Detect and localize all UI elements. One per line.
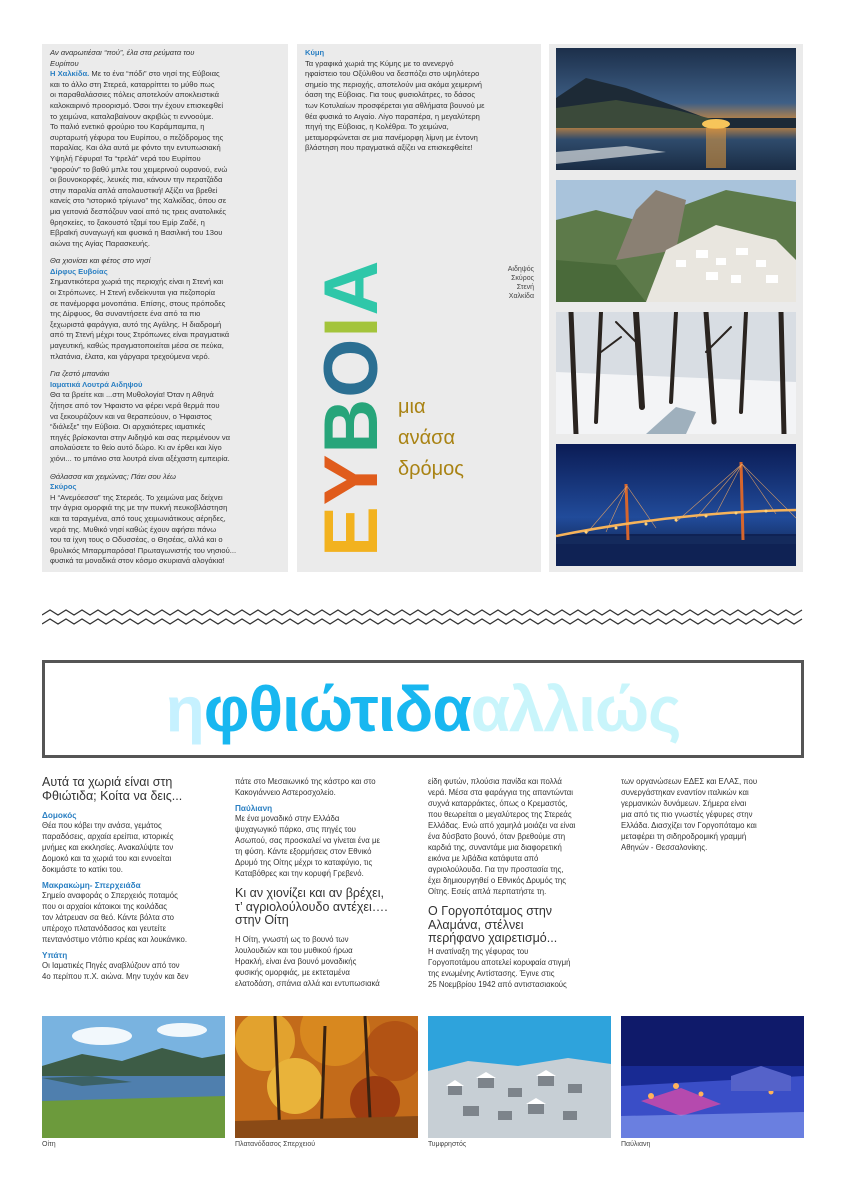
col3-heading: Αλαμάνα, στέλνει [428, 917, 524, 932]
text-line: του τα ίχνη τους ο Οδυσσέας, ο Θησέας, αλλά και ο [50, 535, 223, 545]
subtitle-line: ανάσα [398, 427, 456, 449]
title-letter-e: Ε [309, 505, 394, 557]
text-line: Ελλάδας. Ενώ από χαμηλά μοιάζει να είναι [428, 821, 576, 830]
title-letter-y: Υ [309, 453, 394, 506]
text-line: Κακογιάννειο Αστεροσχολείο. [235, 788, 336, 797]
title-letter-i: Ι [309, 315, 394, 338]
photo-pavliani [621, 1016, 804, 1138]
zigzag-line [42, 619, 802, 624]
text-line: οι βουνοκορφές, λευκές πια, κάνουν την περατζάδα [50, 175, 223, 185]
text-line: Υψηλή Γέφυρα! Τα “τρελά” νερά του Ευρίπου [50, 153, 201, 163]
dirfys-name: Δίρφυς Ευβοίας [50, 266, 108, 276]
text-line: Γοργοποτάμου αποτελεί κορυφαία στιγμή [428, 957, 571, 967]
text-line: αιώνα της Αγίας Παρασκευής. [50, 238, 151, 248]
text-line: κανείς στο “ιστορικό τρίγωνο” της Χαλκίδας, όπου σε [50, 196, 227, 206]
text-line: συχνά καταρράκτες, όπως ο Κρεμαστός, [428, 799, 568, 808]
text-line: ηφαίστειο του Οξύλιθου να δεσπόζει στο υψηλότερο [305, 69, 480, 79]
text-line: συνεργάστηκαν εναντίον ιταλικών και [621, 788, 749, 797]
text-line: Οίτης. Εσείς απλά περπατήστε τη. [428, 887, 547, 896]
text-line: των οργανώσεων ΕΔΕΣ και ΕΛΑΣ, που [621, 777, 758, 786]
chalkida-name: Η Χαλκίδα. [50, 69, 90, 79]
text-line: Η “Ανεμόεσσα” της Στερεάς. Το χειμώνα μας δείχνει [50, 492, 223, 502]
text-line: να ξεκουράζουν και να θεραπεύουν, ο Ήφαιστος [50, 411, 212, 421]
photo-skyros-village [556, 180, 796, 302]
text-line: Ελλάδα. Διασχίζει τον Γοργοπόταμο και [621, 821, 757, 830]
bath-title: Για ζεστό μπανάκι [50, 369, 110, 379]
text-line: 25 Νοεμβρίου 1942 από αντιστασιακούς [428, 979, 567, 989]
col1-heading: Φθιώτιδα; Κοίτα να δεις... [42, 788, 183, 803]
text-line: Εβραϊκή συναγωγή και φυσικά η Βασιλική του 13ου [50, 228, 223, 238]
text-line: μαγευτική, καθώς πραγματοποιείται μέσα σε πεύκα, [50, 341, 224, 351]
text-line: στην παραλία απλά απολαυστική! Αξίζει να βρεθεί [50, 185, 218, 195]
banner-fthiotida: φθιώτιδα [203, 673, 471, 745]
place-list [478, 265, 534, 301]
text-line: που οι αρχαίοι κάτοικοι της κοιλάδας [42, 902, 168, 911]
kymi-text [305, 48, 539, 154]
text-line: αγριολούλουδα. Για την προστασία της, [428, 865, 564, 874]
text-line: την άγρια ομορφιά της με την πυκνή πευκοβλάστηση [50, 503, 228, 513]
text-line: πηγές βρίσκονται στην Αιδηψό και σας περιμένουν να [50, 432, 231, 442]
text-line: ένα δύσβατο βουνό, όταν βρεθούμε στη [428, 832, 566, 841]
text-line: μια γειτονιά δεσπόζουν ναοί από τις τρεις ανατολικές [50, 206, 227, 216]
subtitle-line: μια [398, 396, 426, 418]
euboia-title-svg [305, 205, 395, 560]
text-line: μια από τις πιο γνωστές γέφυρες στην [621, 810, 753, 819]
text-line: φυσικά τα μοναδικά στον κόσμο σκυριανά αλογάκια! [50, 556, 225, 566]
text-line: Ασωπού, σας προσκαλεί να γίνεται ένα με [235, 836, 380, 845]
text-line: Οι Ιαματικές Πηγές αναβλύζουν από τον [42, 961, 180, 970]
euboia-left-text [50, 48, 286, 567]
fthiotida-col-2 [235, 776, 420, 989]
text-line: καλοκαιρινό προορισμό. Όσοι την έχουν επισκεφθεί [50, 100, 224, 110]
svg-text:ΕΥΒΟΙΑ [309, 260, 394, 557]
photo-chalkida-bridge [556, 444, 796, 566]
caption-tymfristos: Τυμφρηστός [428, 1141, 467, 1148]
text-line: Σημείο αναφοράς ο Σπερχειός ποταμός [42, 891, 178, 900]
col1-heading: Αυτά τα χωριά είναι στη [42, 775, 173, 789]
text-line: πηγή της Εύβοιας, η Κολέθρα. Το χειμώνα, [305, 122, 449, 132]
text-line: Δρυμό της Οίτης μέχρι το καταφύγιο, τις [235, 858, 373, 867]
col2-heading: τ’ αγριολούλουδο αντέχει…. [235, 899, 388, 914]
text-line: έχει δημιουργηθεί ο Εθνικός Δρυμός της [428, 876, 566, 885]
place-chalkida: Χαλκίδα [508, 293, 534, 300]
text-line: φυσικής ομορφιάς, με εκτεταμένα [235, 967, 350, 977]
subtitle-line: δρόμος [398, 458, 464, 480]
text-line: ψυχαγωγικό πάρκο, στις πηγές του [235, 825, 356, 834]
text-line: υπέροχο πλατανόδασος και γευτείτε [42, 924, 167, 933]
ypati-continued [235, 776, 420, 798]
text-line: της ενωμένης Αντίστασης. Έγινε στις [428, 968, 555, 978]
text-line: Δομοκό και τα χωριά του και εννοείται [42, 854, 172, 863]
text-line: είδη φυτών, πλούσια πανίδα και πολλά [428, 777, 562, 786]
text-line: ξεχωριστά φαράγγια, αυτό της Αγάλης. Η διαδρομή [50, 319, 222, 329]
text-line: το χειμώνα, καταλαβαίνουν ακριβώς τι εννοούμε. [50, 111, 214, 121]
text-line: τη φύση. Κάντε εξορμήσεις στον Εθνικό [235, 847, 372, 856]
text-line: λουλουδιών και του μυθικού ήρωα [235, 945, 353, 955]
text-line: οι Στρόπωνες. Η Στενή ενδείκνυται για πεζοπορία [50, 288, 215, 298]
text-line: Η ανατίναξη της γέφυρας του [428, 946, 529, 956]
text-line: σε πανέμορφα μονοπάτια. Επίσης, στους πρόποδες [50, 298, 226, 308]
text-line: που θεωρείται ο μεγαλύτερος της Στερεάς [428, 810, 572, 819]
text-line: θέα φυσικά το Αιγαίο. Λίγο παραπέρα, η μεγαλύτερη [305, 111, 480, 121]
text-line: βλάστηση που πραγματικά αξίζει να επισκεφθείτε! [305, 143, 473, 153]
text-line: σημείο της περιοχής, αποτελούν μια ακόμα χειμερινή [305, 79, 483, 89]
text-line: μεταφέρει τη σιδηροδρομική γραμμή [621, 832, 747, 841]
text-line: Με ένα μοναδικό στην Ελλάδα [235, 814, 340, 823]
title-letter-o: Ο [309, 337, 394, 398]
gorgopotamos-text [428, 946, 613, 990]
title-letter-a: Α [309, 259, 394, 316]
text-line: οι παραθαλάσσιες πόλεις αποτελούν αποκλειστικά [50, 90, 219, 100]
text-line: όαση της Εύβοιας. Για τους φυσιολάτρες, το δάσος [305, 90, 476, 100]
text-line: ζήτησε από τον Ήφαιστο να φέρει νερά θερμά που [50, 401, 220, 410]
text-line: Θέα που κόβει την ανάσα, γεμάτος [42, 821, 162, 830]
banner-letter-h: η [165, 673, 204, 745]
text-line: παραδόσεις, αρχαία ερείπια, ιστορικές [42, 832, 174, 841]
text-line: μνήμες και εκκλησίες. Ανακαλύψτε τον [42, 843, 174, 852]
fthiotida-col-1 [42, 776, 227, 982]
col3-heading: περήφανο χαιρετισμό... [428, 931, 558, 945]
col3-heading: Ο Γοργοπόταμος στην [428, 904, 553, 918]
zigzag-line [42, 610, 802, 615]
fthiotida-banner [42, 660, 804, 758]
text-line: μεταμορφώνεται σε μια πανέμορφη λίμνη με έντονη [305, 132, 478, 142]
caption-platanodasos: Πλατανόδασος Σπερχειού [235, 1141, 316, 1148]
chalkida-paragraph: Η Χαλκίδα. Με το ένα “πόδι” στο νησί της Εύβοιας [50, 69, 220, 79]
text-line: πλατάνια, έλατα, και γάργαρα τρεχούμενα νερό. [50, 351, 210, 361]
sea-title: Θάλασσα και χειμώνας; Πάει σου λέω [50, 471, 176, 481]
domokos-name: Δομοκός [42, 811, 77, 820]
photo-tymfristos [428, 1016, 611, 1138]
text-line: Η Οίτη, γνωστή ως το βουνό των [235, 934, 349, 944]
oiti-text [235, 934, 420, 989]
text-line: και το άλλο στη Στερεά, καταρρίπτει το μύθο πως [50, 79, 215, 89]
fthiotida-col-3 [428, 776, 613, 990]
makrakomi-text [42, 890, 227, 945]
text-line: θρυλικός Μπαρμπαρόσα! Πρωταγωνιστής του νησιού... [50, 545, 237, 555]
text-line: 4ο περίπου π.Χ. αιώνα. Μην τυχόν και δεν [42, 972, 189, 981]
snow-title: Θα χιονίσει και φέτος στο νησί [50, 256, 151, 266]
makrakomi-name: Μακρακώμη- Σπερχειάδα [42, 881, 141, 890]
text-line: Το παλιό ενετικό φρούριο του Καράμπαμπα, η [50, 122, 205, 132]
intro-title: Αν αναρωτιέσαι “πού”, έλα στα ρεύματα του [50, 48, 195, 57]
photo-oiti [42, 1016, 225, 1138]
text-line: Ηρακλή, είναι ένα βουνό μοναδικής [235, 956, 357, 966]
text-line: “φορούν” το βαθύ μπλε του χειμερινού ουρανού, ενώ [50, 164, 228, 174]
place-steni: Στενή [516, 284, 534, 291]
col2-heading: στην Οίτη [235, 913, 289, 927]
text-line: της Δίρφυος, θα συναντήσετε ένα από τα πιο [50, 309, 201, 319]
text-line: καρδιά της, συναντάμε μια διαφορετική [428, 843, 562, 852]
text-line: δοκιμάστε το κατίκι του. [42, 865, 123, 874]
banner-text [45, 673, 801, 745]
place-aidipsos: Αιδηψός [507, 266, 534, 273]
aidipsos-name: Ιαματικά Λουτρά Αιδηψού [50, 379, 143, 389]
photo-platanodasos [235, 1016, 418, 1138]
oiti-continued [428, 776, 613, 897]
ypati-text [42, 960, 227, 982]
text-line: “διάλεξε” την Εύβοια. Οι αρχαιότερες ιαματικές [50, 422, 206, 432]
skyros-name: Σκύρος [50, 482, 77, 492]
text-line: θρησκείες, το ξακουστό τζαμί του Εμίρ Ζαδέ, η [50, 217, 205, 227]
kymi-name: Κύμη [305, 48, 325, 57]
text-line: από τη Στενή μέχρι τους Στρόπωνες είναι πραγματικά [50, 330, 230, 340]
text-line: πεντανόστιμο ντόπιο κρέας και λουκάνικο. [42, 935, 187, 944]
text-line: συρταρωτή γέφυρα του Ευρίπου, ο πεζόδρομος της [50, 132, 224, 142]
text-line: Καταβόθρες και την κορυφή Γρεβενό. [235, 869, 364, 878]
text-line: Σημαντικότερα χωριά της περιοχής είναι η Στενή και [50, 277, 224, 287]
text-line: νερά. Μέσα στα φαράγγια της απαντώνται [428, 788, 573, 797]
pavliani-text [235, 813, 420, 879]
text-line: πάτε στο Μεσαιωνικό της κάστρο και στο [235, 777, 376, 786]
text-line: τον λάτρευαν σα θεό. Κάντε βόλτα στο [42, 913, 175, 922]
text-line: ελατοδάση, σπάνια αλλά και εντυπωσιακά [235, 978, 380, 988]
place-skyros: Σκύρος [511, 275, 534, 282]
text-line: Θα τα βρείτε και ...στη Μυθολογία! Όταν η Αθηνά [50, 390, 214, 400]
caption-pavliani: Παύλιανη [621, 1141, 651, 1148]
zigzag-divider [42, 606, 804, 628]
text-line: απολαύσετε το θείο αυτό δώρο. Κι αν έρθει και λίγο [50, 443, 222, 453]
photo-snow-forest [556, 312, 796, 434]
caption-oiti: Οίτη [42, 1141, 56, 1148]
text-line: γερμανικών δυνάμεων. Σήμερα είναι [621, 799, 747, 808]
banner-allios: αλλιώς [470, 673, 681, 745]
text-line: και τα ταραγμένα, από τους χειμωνιάτικους αέρηδες, [50, 513, 226, 523]
intro-title-2: Ευρίπου [50, 58, 79, 68]
col2-heading: Κι αν χιονίζει και αν βρέχει, [235, 886, 384, 900]
photo-sunset-aidipsos [556, 48, 796, 170]
text-line: εικόνα με λιβάδια κατάφυτα από [428, 854, 539, 863]
domokos-text [42, 820, 227, 875]
text-line: των Κοτυλαίων προσφέρεται για αθλήματα βουνού με [305, 100, 485, 110]
text-line: νερά της. Μυθικό νησί καθώς έχουν αφήσει πάνω [50, 524, 217, 534]
text-line: χιόνι... το μπάνιο στα λουτρά είναι αξέχαστη εμπειρία. [50, 453, 230, 463]
pavliani-name: Παύλιανη [235, 804, 273, 813]
text-line: Αθηνών - Θεσσαλονίκης. [621, 843, 708, 852]
ypati-name: Υπάτη [42, 951, 68, 960]
fthiotida-col-4 [621, 776, 806, 853]
text-line: παραλίας. Και όλα αυτά με φόντο την εντυπωσιακή [50, 143, 221, 153]
title-letter-b: Β [309, 397, 394, 454]
euboia-subtitle [398, 392, 518, 485]
euboia-title [305, 205, 395, 560]
text-line: Τα γραφικά χωριά της Κύμης με το ανενεργό [305, 58, 454, 68]
